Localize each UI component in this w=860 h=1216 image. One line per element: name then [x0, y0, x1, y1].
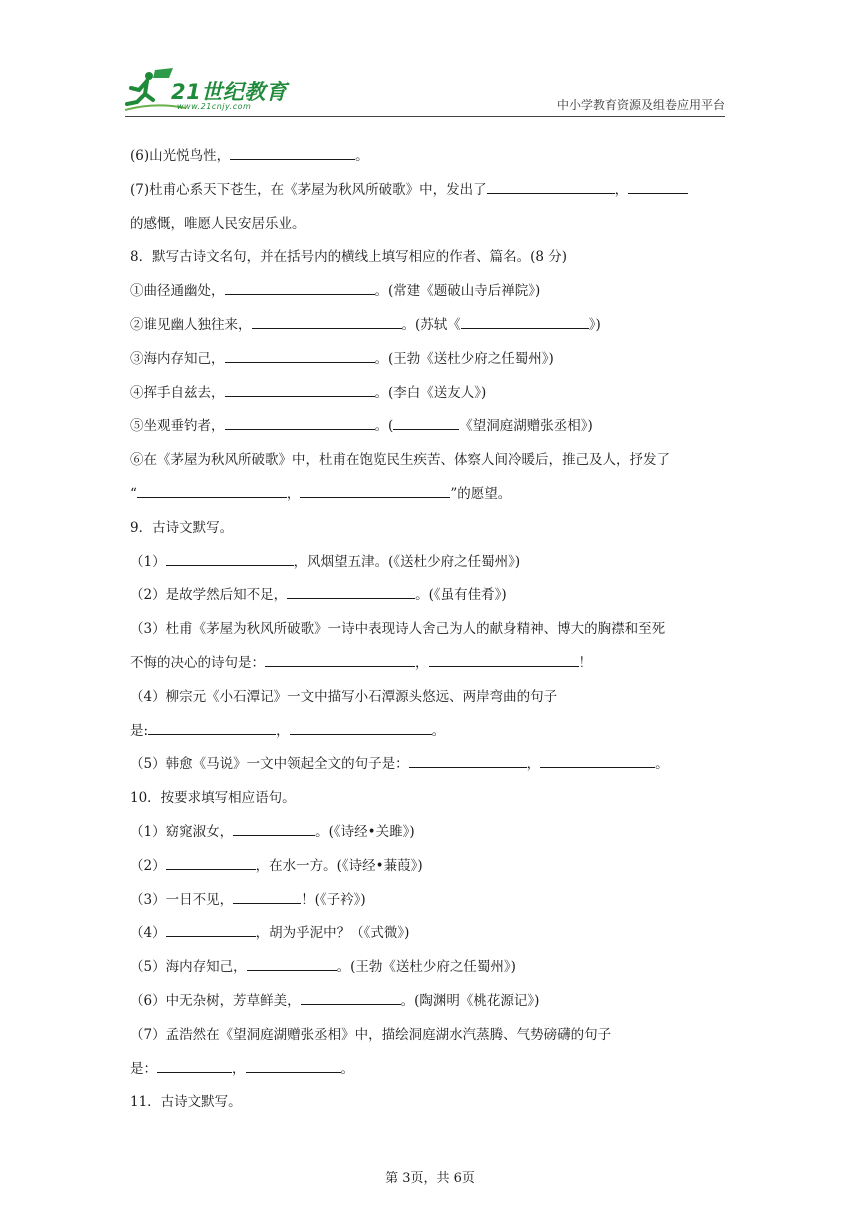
prompt-text: (6)山光悦鸟性，	[130, 148, 231, 164]
answer-blank[interactable]	[137, 479, 287, 498]
question-title: 8．默写古诗文名句，并在括号内的横线上填写相应的作者、篇名。(8 分)	[130, 249, 568, 266]
question-line	[130, 850, 732, 884]
prompt-text: 》)	[588, 316, 601, 333]
question-line	[130, 377, 732, 411]
page-header	[125, 66, 725, 116]
question-line	[130, 208, 732, 242]
prompt-text: ，	[614, 181, 629, 198]
prompt-text: （3）杜甫《茅屋为秋风所破歌》一诗中表现诗人舍己为人的献身精神、博大的胸襟和至死	[130, 621, 666, 638]
answer-blank[interactable]	[225, 276, 375, 295]
question-line	[130, 985, 732, 1019]
prompt-text: ，	[415, 654, 429, 671]
question-line	[130, 174, 732, 208]
prompt-text: ⑥在《茅屋为秋风所破歌》中，杜甫在饱览民生疾苦、体察人间冷暖后，推己及人，抒发了	[130, 452, 670, 469]
prompt-text: （1）窈窕淑女，	[130, 823, 234, 840]
question-line	[130, 309, 732, 343]
prompt-text: （5）海内存知己，	[130, 959, 247, 976]
prompt-text: (7)杜甫心系天下苍生，在《茅屋为秋风所破歌》中，发出了	[130, 181, 487, 198]
question-line	[130, 681, 732, 715]
question-line	[130, 444, 732, 478]
answer-blank[interactable]	[247, 952, 337, 971]
answer-blank[interactable]	[487, 175, 615, 194]
prompt-text: 《望洞庭湖赠张丞相》)	[459, 418, 593, 435]
prompt-text: ②谁见幽人独往来，	[130, 316, 252, 333]
question-line	[130, 579, 732, 613]
answer-blank[interactable]	[409, 749, 527, 768]
answer-blank[interactable]	[148, 716, 276, 735]
prompt-text: 是:	[130, 722, 149, 739]
prompt-text: 。	[355, 148, 369, 164]
prompt-text: ，	[276, 722, 290, 739]
answer-blank[interactable]	[301, 986, 401, 1005]
answer-blank[interactable]	[540, 749, 655, 768]
answer-blank[interactable]	[287, 580, 415, 599]
answer-blank[interactable]	[233, 885, 301, 904]
answer-blank[interactable]	[628, 175, 688, 194]
prompt-text: “	[130, 485, 137, 502]
prompt-text: （3）一日不见，	[130, 891, 234, 908]
question-line	[130, 343, 732, 377]
answer-blank[interactable]	[290, 716, 432, 735]
logo-url: www.21cnjy.com	[177, 102, 252, 111]
prompt-text: 。(陶渊明《桃花源记》)	[400, 992, 540, 1009]
question-line	[130, 884, 732, 918]
prompt-text: （2）是故学然后知不足，	[130, 587, 288, 604]
prompt-text: ，	[286, 485, 301, 502]
site-label: 中小学教育资源及组卷应用平台	[556, 98, 725, 112]
prompt-text: ④挥手自兹去，	[130, 384, 225, 401]
question-line	[130, 951, 732, 985]
answer-blank[interactable]	[166, 547, 294, 566]
header-divider	[125, 116, 725, 117]
prompt-text: （4）	[130, 925, 166, 942]
question-line	[130, 917, 732, 951]
answer-blank[interactable]	[166, 918, 256, 937]
question-line	[130, 140, 732, 174]
prompt-text: ！	[578, 654, 592, 671]
question-line	[130, 613, 732, 647]
question-line	[130, 410, 732, 444]
prompt-text: 。(苏轼《	[401, 316, 461, 333]
question-line	[130, 748, 732, 782]
answer-blank[interactable]	[225, 378, 375, 397]
answer-blank[interactable]	[246, 1054, 341, 1073]
prompt-text: 。	[655, 756, 669, 773]
prompt-text: 。(《诗经•关雎》)	[315, 823, 415, 840]
answer-blank[interactable]	[265, 648, 415, 667]
question-line	[130, 546, 732, 580]
question-line	[130, 715, 732, 749]
answer-blank[interactable]	[393, 411, 459, 430]
prompt-text: 。(常建《题破山寺后禅院》)	[374, 283, 541, 300]
prompt-text: （5）韩愈《马说》一文中领起全文的句子是：	[130, 756, 409, 773]
answer-blank[interactable]	[233, 817, 315, 836]
prompt-text: （4）柳宗元《小石潭记》一文中描写小石潭源头悠远、两岸弯曲的句子	[130, 688, 558, 705]
prompt-text: 。	[340, 1060, 354, 1077]
question-line	[130, 1019, 732, 1053]
answer-blank[interactable]	[225, 411, 375, 430]
page-number: 第 3页，共 6页	[385, 1171, 475, 1186]
prompt-text: 不悔的决心的诗句是：	[130, 654, 265, 671]
prompt-text: ③海内存知己，	[130, 350, 225, 367]
prompt-text: 。(王勃《送杜少府之任蜀州》)	[336, 959, 516, 976]
prompt-text: ，胡为乎泥中？（《式微》)	[255, 925, 410, 942]
answer-blank[interactable]	[230, 141, 355, 160]
question-line	[130, 478, 732, 512]
question-line	[130, 275, 732, 309]
prompt-text: 。(李白《送友人》)	[374, 384, 487, 401]
prompt-text: ，	[526, 756, 541, 773]
answer-blank[interactable]	[225, 344, 375, 363]
prompt-text: 。(王勃《送杜少府之任蜀州》)	[374, 350, 554, 367]
prompt-text: ，在水一方。(《诗经•蒹葭》)	[255, 857, 423, 874]
question-title: 11．古诗文默写。	[130, 1094, 242, 1111]
logo-text: 21世纪教育	[171, 80, 288, 104]
question-line	[130, 816, 732, 850]
prompt-text: ，风烟望五津。(《送杜少府之任蜀州》)	[293, 553, 521, 570]
prompt-text: ①曲径通幽处，	[130, 283, 225, 300]
question-title: 9．古诗文默写。	[130, 519, 234, 536]
question-title: 10．按要求填写相应语句。	[130, 790, 296, 807]
question-line	[130, 1053, 732, 1087]
prompt-text: 。(	[374, 418, 394, 435]
answer-blank[interactable]	[166, 851, 256, 870]
answer-blank[interactable]	[461, 310, 589, 329]
prompt-text: ”的愿望。	[450, 485, 512, 502]
prompt-text: ！(《子衿》)	[301, 891, 366, 908]
prompt-text: （2）	[130, 857, 166, 874]
prompt-text: 是：	[130, 1060, 157, 1077]
prompt-text: 。(《虽有佳肴》)	[415, 587, 507, 604]
prompt-text: ⑤坐观垂钓者，	[130, 418, 225, 435]
answer-blank[interactable]	[252, 310, 402, 329]
prompt-text: 。	[431, 722, 446, 739]
site-logo	[125, 66, 295, 114]
prompt-text: （6）中无杂树，芳草鲜美，	[130, 992, 301, 1009]
prompt-text: ，	[232, 1060, 246, 1077]
answer-blank[interactable]	[300, 479, 450, 498]
question-content	[130, 140, 732, 1120]
answer-blank[interactable]	[157, 1054, 232, 1073]
prompt-text: （1）	[130, 553, 166, 570]
prompt-text: 的感慨，唯愿人民安居乐业。	[130, 215, 306, 232]
question-line	[130, 647, 732, 681]
prompt-text: （7）孟浩然在《望洞庭湖赠张丞相》中，描绘洞庭湖水汽蒸腾、气势磅礴的句子	[130, 1026, 612, 1043]
answer-blank[interactable]	[429, 648, 579, 667]
